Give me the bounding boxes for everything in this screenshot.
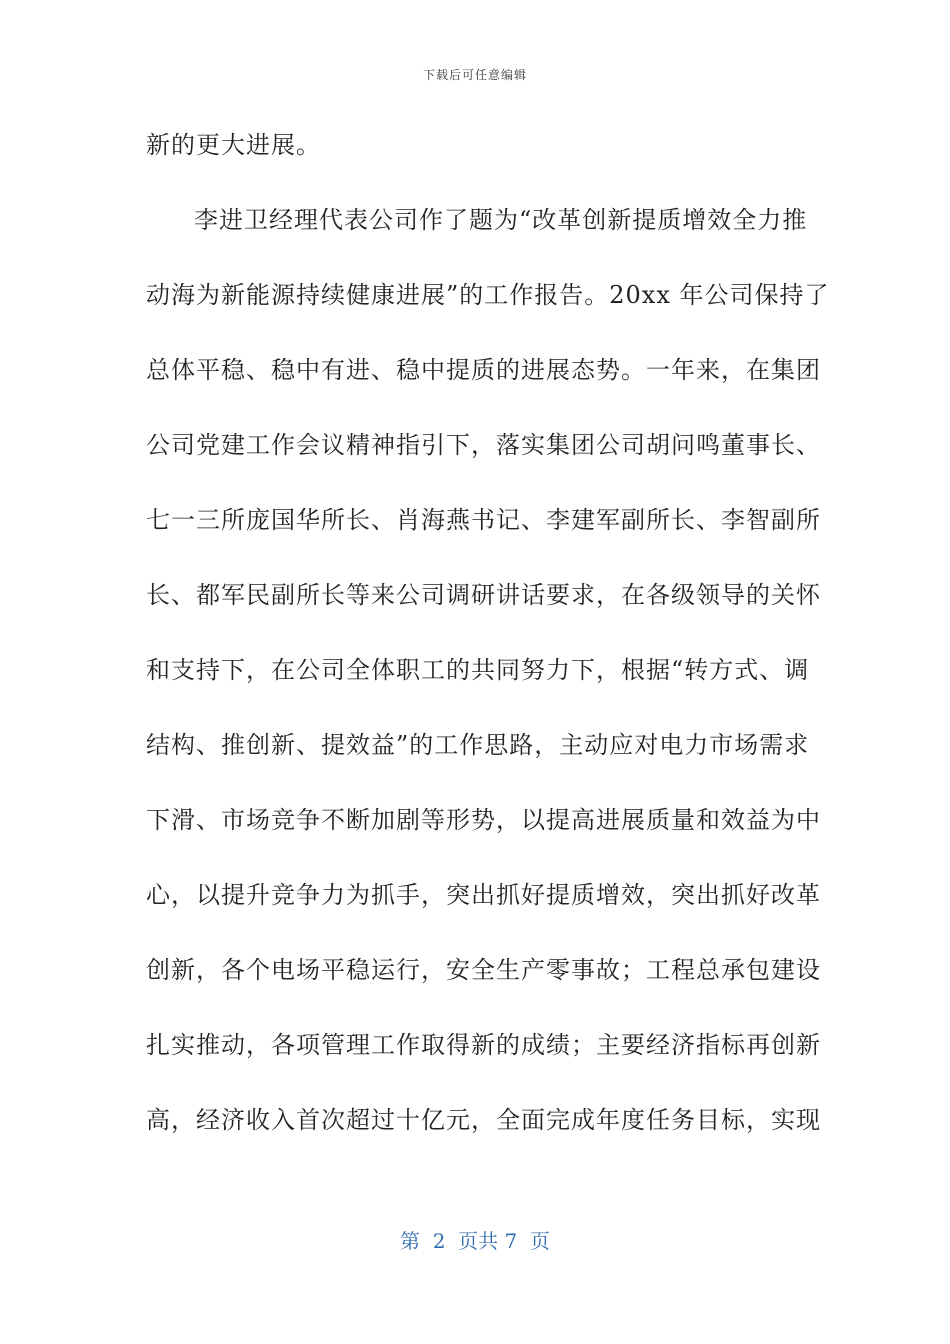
text-line: 动海为新能源持续健康进展”的工作报告。20xx 年公司保持了 [146,281,830,309]
header-note: 下载后可任意编辑 [422,68,527,82]
text-line: 公司党建工作会议精神指引下，落实集团公司胡问鸣董事长、 [146,431,821,459]
text-line: 心，以提升竞争力为抓手，突出抓好提质增效，突出抓好改革 [146,881,821,909]
text-line: 长、都军民副所长等来公司调研讲话要求，在各级领导的关怀 [146,581,821,609]
text-line: 高，经济收入首次超过十亿元，全面完成年度任务目标，实现 [146,1106,821,1134]
document-body [146,118,830,1168]
text-line: 扎实推动，各项管理工作取得新的成绩；主要经济指标再创新 [146,1031,821,1059]
text-line: 创新，各个电场平稳运行，安全生产零事故；工程总承包建设 [146,956,821,984]
text-line: 新的更大进展。 [146,131,321,159]
text-line: 和支持下，在公司全体职工的共同努力下，根据“转方式、调 [146,656,810,684]
text-line: 下滑、市场竞争不断加剧等形势，以提高进展质量和效益为中 [146,806,821,834]
text-line: 李进卫经理代表公司作了题为“改革创新提质增效全力推 [194,206,808,234]
page-number: 第 2 页共 7 页 [400,1229,550,1253]
text-line: 总体平稳、稳中有进、稳中提质的进展态势。一年来，在集团 [146,356,821,384]
text-line: 七一三所庞国华所长、肖海燕书记、李建军副所长、李智副所 [146,506,821,534]
text-line: 结构、推创新、提效益”的工作思路，主动应对电力市场需求 [146,731,810,759]
